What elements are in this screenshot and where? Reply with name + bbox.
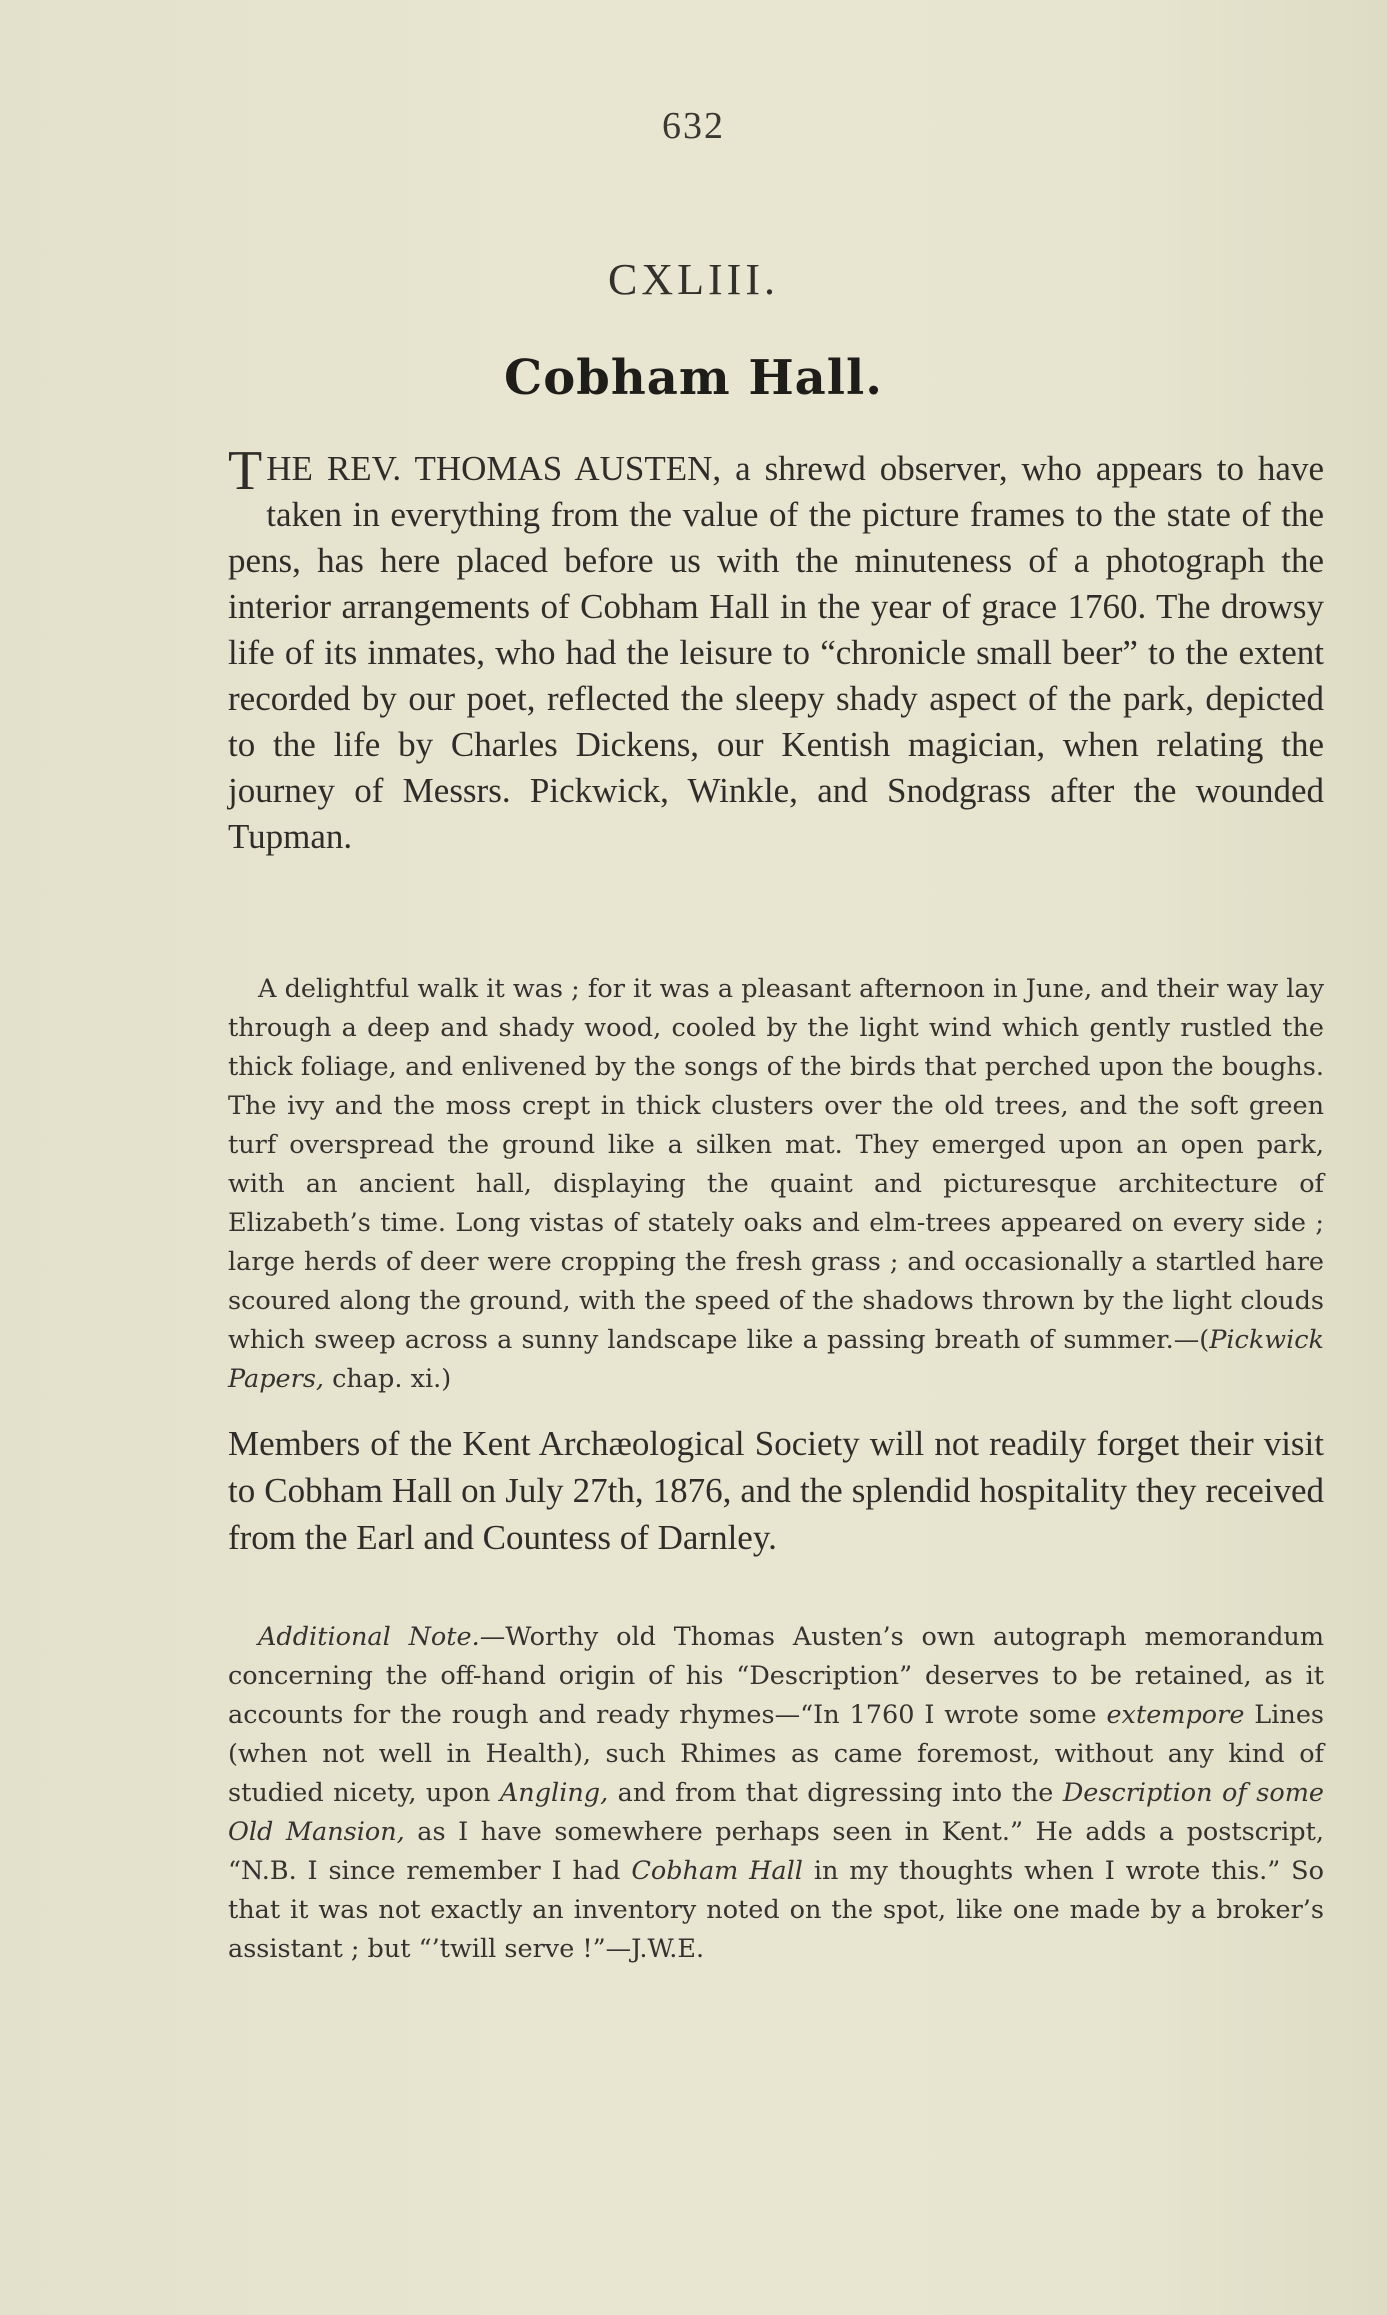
note-italic-1: extempore (1106, 1700, 1245, 1730)
note-text (228, 1618, 1324, 1969)
note-part-4: as I have somewhere perhaps seen in Kent.” He adds a postscript, “N.B. I since remember I had (228, 1817, 1324, 1886)
quote-source-title: Pickwick Papers, (228, 1325, 1324, 1394)
chapter-number: CXLIII. (608, 255, 779, 304)
note-label: Additional Note. (258, 1622, 480, 1652)
intro-first-line: HE REV. THOMAS AUSTEN, a shrewd observer, who (266, 449, 1082, 488)
note-part-2: Lines (when not well in Health), such Rhimes as came foremost, without any kind of studied nicety, upon (228, 1700, 1324, 1808)
intro-text (228, 440, 1325, 860)
pickwick-quote (228, 970, 1324, 1399)
note-italic-2: Angling, (499, 1778, 609, 1808)
quote-body: A delightful walk it was ; for it was a pleasant afternoon in June, and their way lay through a deep and shady wood, cooled by the light wind which gently rustled the thick foliage, and enlivened by the songs of the birds that perched upon the boughs. The ivy and the moss crept in thick clusters over the old trees, and the soft green turf overspread the ground like a silken mat. They emerged upon an open park, with an ancient hall, displaying the quaint and picturesque architecture of Elizabeth’s time. Long vistas of stately oaks and elm-trees appeared on every side ; large herds of deer were cropping the fresh grass ; and occasionally a startled hare scoured along the ground, with the speed of the shadows thrown by the light clouds which sweep across a sunny landscape like a passing breath of summer.—( (228, 974, 1324, 1355)
chapter-title: Cobham Hall. (504, 350, 883, 406)
intro-rest: appears to have taken in everything from the value of the picture frames to the state of the pens, has here placed before us with the minuteness of a photograph the interior arrangements of Cobham Hall in the year of grace 1760. The drowsy life of its inmates, who had the leisure to “chronicle small beer” to the extent recorded by our poet, reflected the sleepy shady aspect of the park, depicted to the life by Charles Dickens, our Kentish magician, when relating the journey of Messrs. Pickwick, Winkle, and Snodgrass after the wounded Tupman. (228, 449, 1325, 856)
intro-paragraph (228, 440, 1325, 860)
note-part-3: and from that digressing into the (608, 1778, 1063, 1808)
note-italic-3: Description of some Old Mansion, (228, 1778, 1324, 1847)
note-part-1: —Worthy old Thomas Austen’s own autograph memorandum concerning the off-hand origin of his “Description” deserves to be retained, as it accounts for the rough and ready rhymes—“In 1760 I wrote some (228, 1622, 1325, 1730)
note-italic-4: Cobham Hall (631, 1856, 803, 1886)
quote-source-rest: chap. xi.) (324, 1364, 452, 1394)
members-text: Members of the Kent Archæological Society will not readily forget their visit to Cobham Hall on July 27th, 1876, and the splendid hospitality they received from the Earl and Countess of Darnley. (228, 1424, 1324, 1557)
drop-cap: T (228, 440, 263, 502)
members-paragraph (228, 1420, 1324, 1561)
additional-note (228, 1618, 1324, 1969)
page-number: 632 (662, 105, 725, 147)
quote-text (228, 970, 1324, 1399)
note-part-5: in my thoughts when I wrote this.” So that it was not exactly an inventory noted on the spot, like one made by a broker’s assistant ; but “’twill serve !”—J.W.E. (228, 1856, 1324, 1964)
